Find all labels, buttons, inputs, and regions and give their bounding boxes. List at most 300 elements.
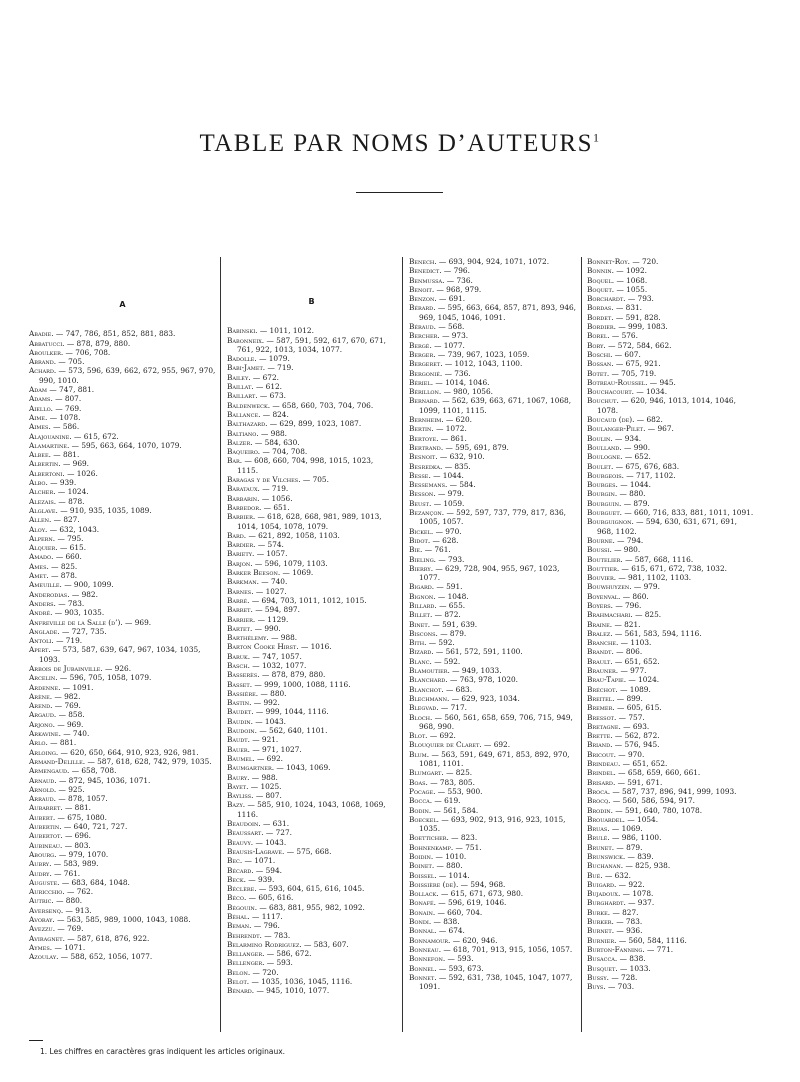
author-name: Basserès.: [227, 670, 260, 680]
author-name: Bralez.: [587, 628, 613, 638]
author-name: Boinet.: [409, 861, 435, 871]
author-name: Burghardt.: [587, 898, 626, 908]
index-entry: [227, 884, 396, 893]
index-entry: [29, 506, 216, 515]
author-name: Bonnet.: [409, 972, 437, 982]
page-references: — 658, 659, 660, 661.: [615, 768, 701, 778]
index-entry: [587, 443, 755, 452]
author-name: Bonneau.: [409, 944, 442, 954]
index-entry: [29, 673, 216, 682]
author-name: Aubarret.: [29, 803, 63, 813]
author-name: Buys.: [587, 982, 606, 992]
page-references: — 592, 597, 737, 779, 817, 836, 1005, 1057.: [419, 508, 566, 527]
index-entry: [409, 666, 577, 675]
author-name: Bertin.: [409, 424, 434, 434]
index-entry: [409, 508, 577, 527]
index-entry: [409, 954, 577, 963]
title-rule: [356, 192, 443, 193]
index-entry: [587, 508, 755, 517]
page-references: — 629, 899, 1023, 1087.: [267, 419, 362, 429]
author-name: Brandt.: [587, 647, 614, 657]
author-name: Bérard.: [409, 303, 436, 313]
index-entry: [409, 750, 577, 769]
page-title-text: TABLE PAR NOMS D’AUTEURS: [199, 130, 594, 157]
author-name: André.: [29, 608, 53, 618]
index-entry: [587, 908, 755, 917]
author-name: Aversenq.: [29, 905, 64, 915]
page-references: — 1043.: [253, 837, 287, 847]
index-entry: [227, 698, 396, 707]
page-references: — 838.: [617, 954, 646, 964]
index-entry: [587, 694, 755, 703]
page-references: — 783.: [613, 917, 643, 927]
page-references: — 794.: [614, 535, 644, 545]
page-references: — 945.: [647, 377, 676, 387]
page-references: — 651.: [261, 502, 290, 512]
index-entry: [29, 571, 216, 580]
page-references: — 736.: [442, 368, 471, 378]
author-name: Brindel.: [587, 768, 616, 778]
index-entry: [29, 859, 216, 868]
page-references: — 591, 671.: [615, 777, 663, 787]
index-entry: [587, 954, 755, 963]
author-name: Bocca.: [409, 796, 433, 806]
author-name: Aiello.: [29, 403, 54, 413]
author-name: Bar.: [227, 456, 243, 466]
index-entry: [29, 831, 216, 840]
index-entry: [587, 666, 755, 675]
author-name: Aubertot.: [29, 831, 63, 841]
page-references: — 692.: [481, 740, 511, 750]
page-references: — 573, 596, 639, 662, 672, 955, 967, 970, 990, 1010.: [39, 366, 216, 385]
page-references: — 970.: [615, 749, 645, 759]
page-references: — 999, 1000, 1088, 1116.: [252, 679, 351, 689]
page-references: — 658, 708.: [69, 766, 117, 776]
index-column-3: [409, 257, 577, 991]
page-references: — 835.: [442, 461, 471, 471]
author-name: Bonafé.: [409, 898, 436, 908]
index-entry: [227, 912, 396, 921]
index-entry: [587, 675, 755, 684]
author-name: Boquel.: [587, 275, 615, 285]
index-entry: [29, 441, 216, 450]
author-name: Badolle.: [227, 354, 257, 364]
index-entry: [587, 740, 755, 749]
page-references: — 1027.: [253, 586, 287, 596]
page-references: — 620, 650, 664, 910, 923, 926, 981.: [58, 747, 199, 757]
page-references: — 937.: [625, 898, 655, 908]
index-entry: [587, 369, 755, 378]
page-references: — 620.: [443, 415, 473, 425]
page-references: — 969.: [122, 617, 152, 627]
author-name: Babinski.: [227, 326, 258, 336]
page-references: — 861.: [438, 433, 467, 443]
page-references: — 596, 1079, 1103.: [252, 558, 328, 568]
column-rule: [581, 257, 582, 1032]
index-entry: [227, 494, 396, 503]
page-references: — 675, 1080.: [55, 812, 107, 822]
index-entry: [227, 782, 396, 791]
index-entry: [29, 432, 216, 441]
author-name: Boussi.: [587, 545, 612, 555]
author-name: Borchardt.: [587, 294, 626, 304]
index-entry: [29, 450, 216, 459]
footnote: [40, 1047, 285, 1056]
author-name: Baillat.: [227, 382, 254, 392]
page-references: — 925.: [56, 784, 85, 794]
page-references: — 999, 1044, 1116.: [253, 707, 329, 717]
author-name: Brette.: [587, 731, 613, 741]
page-references: — 747, 881.: [47, 385, 95, 395]
author-name: Boutelier.: [587, 554, 623, 564]
page-references: — 652.: [622, 452, 651, 462]
author-name: Blot.: [409, 731, 428, 741]
author-name: Aboulker.: [29, 347, 64, 357]
page-references: — 1043.: [252, 716, 286, 726]
page-references: — 988.: [268, 633, 298, 643]
author-name: Bergé.: [409, 340, 432, 350]
index-entry: [227, 354, 396, 363]
index-entry: [409, 638, 577, 647]
footnote-rule: [29, 1040, 43, 1041]
author-name: Bremer.: [587, 703, 615, 713]
page-references: — 1091.: [60, 682, 94, 692]
author-name: Barthélemy.: [227, 633, 269, 643]
page-references: — 979, 1070.: [56, 849, 109, 859]
index-entry: [29, 487, 216, 496]
page-references: — 553, 900.: [435, 786, 483, 796]
index-entry: [227, 419, 396, 428]
index-entry: [29, 599, 216, 608]
author-name: Baruk.: [227, 651, 251, 661]
page-references: — 992.: [251, 698, 280, 708]
page-references: — 587, 618, 628, 742, 979, 1035.: [85, 756, 212, 766]
index-entry: [409, 861, 577, 870]
page-references: — 1069.: [609, 824, 643, 834]
author-name: Barré.: [227, 595, 250, 605]
page-references: — 706, 708.: [63, 347, 111, 357]
page-references: — 1071.: [52, 942, 86, 952]
index-entry: [587, 787, 755, 796]
author-name: Barkman.: [227, 577, 259, 587]
page-references: — 621, 892, 1058, 1103.: [246, 530, 340, 540]
page-references: — 926.: [102, 663, 132, 673]
author-name: Abrand.: [29, 357, 57, 367]
page-references: — 693, 904, 924, 1071, 1072.: [436, 257, 550, 266]
author-name: Ames.: [29, 561, 49, 571]
author-name: Brault.: [587, 656, 613, 666]
page-references: — 587, 668, 1116.: [622, 554, 694, 564]
author-name: Alglave.: [29, 505, 58, 515]
page-references: — 693.: [620, 721, 650, 731]
index-entry: [29, 710, 216, 719]
page-references: — 783.: [261, 930, 291, 940]
author-name: Brodin.: [587, 805, 613, 815]
page-references: — 1129.: [255, 614, 289, 624]
author-name: Brahmachari.: [587, 610, 633, 620]
page-references: — 620, 946, 1013, 1014, 1046, 1078.: [597, 396, 736, 415]
page-references: — 747, 1057.: [250, 651, 302, 661]
page-references: — 739, 967, 1023, 1059.: [435, 349, 530, 359]
author-name: Bouchut.: [587, 396, 619, 406]
author-name: Bonnin.: [587, 266, 614, 276]
index-entry: [587, 601, 755, 610]
index-entry: [227, 429, 396, 438]
page-references: — 573, 587, 639, 647, 967, 1034, 1035, 1093.: [39, 645, 201, 664]
index-entry: [29, 552, 216, 561]
author-name: Bory.: [587, 340, 606, 350]
index-entry: [29, 813, 216, 822]
index-entry: [227, 921, 396, 930]
author-name: Blanchot.: [409, 684, 444, 694]
index-entry: [227, 568, 396, 577]
index-entry: [29, 348, 216, 357]
index-entry: [409, 257, 577, 266]
page-references: — 1068.: [614, 275, 648, 285]
author-name: Barbier.: [227, 512, 256, 522]
page-references: — 823.: [448, 833, 478, 843]
page-references: — 1055.: [614, 284, 648, 294]
author-name: Bassière.: [227, 688, 259, 698]
index-entry: [227, 717, 396, 726]
column-rule: [402, 257, 403, 1032]
author-name: Bussy.: [587, 972, 610, 982]
author-name: Blumgart.: [409, 768, 444, 778]
index-entry: [227, 596, 396, 605]
author-name: Arloing.: [29, 747, 59, 757]
author-name: Blouquier de Claret.: [409, 740, 482, 750]
page-references: — 655.: [436, 600, 466, 610]
author-name: Amado.: [29, 552, 54, 562]
page-references: — 761.: [422, 545, 451, 555]
page-references: — 827.: [610, 907, 639, 917]
page-references: — 910, 935, 1035, 1089.: [57, 505, 152, 515]
author-name: Anglade.: [29, 626, 60, 636]
index-entry: [587, 852, 755, 861]
author-name: Beust.: [409, 498, 432, 508]
page-references: — 572, 584, 662.: [605, 340, 672, 350]
page-references: — 683.: [443, 684, 473, 694]
index-entry: [29, 720, 216, 729]
index-column-4: [587, 257, 755, 991]
page-references: — 618, 701, 913, 915, 1056, 1057.: [441, 944, 573, 954]
author-name: Achard.: [29, 366, 57, 376]
index-entry: [587, 378, 755, 387]
index-entry: [409, 462, 577, 471]
page-references: — 595, 663, 664, 857, 871, 893, 946, 969, 1045, 1046, 1091.: [419, 303, 577, 322]
author-name: Anfreville de la Salle (d’).: [29, 617, 123, 627]
index-entry: [587, 898, 755, 907]
page-references: — 1056.: [259, 493, 293, 503]
author-name: Busacca.: [587, 954, 618, 964]
author-name: Barton Cooke Hirst.: [227, 642, 299, 652]
author-name: Bignon.: [409, 591, 436, 601]
index-entry: [409, 434, 577, 443]
page-references: — 880.: [258, 688, 287, 698]
page-references: — 878, 1057.: [56, 794, 108, 804]
page-references: — 673.: [257, 391, 286, 401]
author-name: Burnier.: [587, 935, 617, 945]
author-name: Bith.: [409, 638, 427, 648]
page-references: — 596, 705, 1058, 1079.: [57, 673, 152, 683]
page-references: — 736.: [444, 275, 473, 285]
author-name: Aubert.: [29, 812, 56, 822]
author-name: Bérillon.: [409, 387, 442, 397]
page-references: — 977.: [618, 666, 647, 676]
index-entry: [409, 908, 577, 917]
author-name: Broca.: [587, 786, 611, 796]
author-name: Bertoye.: [409, 433, 439, 443]
index-entry: [409, 322, 577, 331]
author-name: Bouchacourt.: [587, 387, 634, 397]
index-entry: [227, 447, 396, 456]
index-entry: [227, 577, 396, 586]
page-references: — 880.: [434, 861, 463, 871]
author-name: Bricout.: [587, 749, 616, 759]
footnote-text: Les chiffres en caractères gras indiquent les articles originaux.: [49, 1047, 286, 1056]
author-name: Briand.: [587, 740, 613, 750]
author-name: Basset.: [227, 679, 253, 689]
page-references: — 561, 584.: [431, 805, 479, 815]
column-rule: [220, 257, 221, 1032]
author-name: Baldenweck.: [227, 400, 271, 410]
author-name: Blanchard.: [409, 675, 448, 685]
author-name: Bonain.: [409, 907, 436, 917]
index-entry: [409, 499, 577, 508]
page-references: — 632, 910.: [437, 452, 485, 462]
author-name: Babonneix.: [227, 335, 265, 345]
index-entry: [409, 657, 577, 666]
author-name: Bonnefon.: [409, 954, 446, 964]
index-entry: [29, 497, 216, 506]
author-name: Borel.: [587, 331, 610, 341]
index-entry: [227, 949, 396, 958]
page-references: — 1014, 1046.: [433, 377, 490, 387]
index-entry: [409, 545, 577, 554]
index-entry: [29, 943, 216, 952]
author-name: Benzon.: [409, 294, 437, 304]
index-entry: [587, 796, 755, 805]
page-references: — 990.: [252, 623, 281, 633]
author-name: Blegvad.: [409, 703, 439, 713]
page-references: — 769.: [55, 924, 84, 934]
author-name: Autric.: [29, 896, 54, 906]
page-references: — 990.: [621, 442, 651, 452]
author-name: Boyenval.: [587, 591, 621, 601]
index-entry: [227, 642, 396, 651]
index-entry: [227, 670, 396, 679]
page-references: — 939.: [47, 478, 77, 488]
author-name: Balzer.: [227, 437, 253, 447]
index-entry: [587, 722, 755, 731]
page-references: — 612.: [253, 382, 283, 392]
author-name: Brulé.: [587, 833, 610, 843]
page-references: — 751.: [453, 842, 482, 852]
author-name: Béhal.: [227, 912, 250, 921]
author-name: Branche.: [587, 638, 619, 648]
author-name: Anderodias.: [29, 589, 70, 599]
author-name: Boucaud (de).: [587, 415, 635, 425]
page-references: — 878.: [56, 496, 85, 506]
page-references: — 771.: [644, 944, 674, 954]
author-name: Bressot.: [587, 712, 617, 722]
index-entry: [587, 833, 755, 842]
page-references: — 560, 561, 658, 659, 706, 715, 949, 968, 990.: [419, 712, 573, 731]
page-references: — 872, 945, 1036, 1071.: [56, 775, 151, 785]
index-entry: [227, 958, 396, 967]
index-entry: [587, 480, 755, 489]
page-references: — 973.: [439, 331, 469, 341]
page-references: — 806.: [613, 647, 643, 657]
page-references: — 1025.: [248, 781, 282, 791]
index-entry: [409, 415, 577, 424]
page-references: — 1012, 1043, 1100.: [442, 359, 523, 369]
page-references: — 1079.: [256, 354, 290, 364]
index-entry: [587, 945, 755, 954]
page-references: — 1092.: [613, 266, 647, 276]
author-name: Bie.: [409, 545, 423, 555]
author-name: Apert.: [29, 645, 51, 655]
page-references: — 562, 872.: [612, 731, 660, 741]
author-name: Arcelin.: [29, 673, 58, 683]
author-name: Bellenger.: [227, 958, 265, 968]
index-entry: [409, 266, 577, 275]
page-references: — 807.: [253, 791, 282, 801]
page-references: — 605, 616.: [246, 893, 294, 903]
author-name: Brunswick.: [587, 852, 626, 861]
index-entry: [587, 359, 755, 368]
page-references: — 593.: [445, 954, 474, 964]
index-entry: [587, 685, 755, 694]
author-name: Baudin.: [227, 716, 253, 726]
index-entry: [587, 331, 755, 340]
page-references: — 585, 910, 1024, 1043, 1068, 1069, 1116.: [237, 800, 386, 819]
index-entry: [587, 610, 755, 619]
author-name: Bellanger.: [227, 949, 265, 959]
author-name: Behrendt.: [227, 930, 262, 940]
author-name: Adam: [29, 385, 48, 395]
page-references: — 988.: [249, 772, 278, 782]
author-name: Baudet.: [227, 707, 254, 717]
page-references: — 1103.: [618, 638, 652, 648]
index-entry: [587, 313, 755, 322]
page-references: — 608, 660, 704, 998, 1015, 1023, 1115.: [237, 456, 374, 475]
index-entry: [29, 404, 216, 413]
index-entry: [587, 824, 755, 833]
index-entry: [227, 745, 396, 754]
author-name: Ardenne.: [29, 682, 61, 692]
index-entry: [227, 363, 396, 372]
index-entry: [409, 685, 577, 694]
index-entry: [29, 534, 216, 543]
index-entry: [227, 754, 396, 763]
index-entry: [409, 713, 577, 732]
index-entry: [409, 527, 577, 536]
author-name: Braine.: [587, 619, 613, 629]
author-name: Burton-Fanning.: [587, 944, 645, 954]
author-name: Allen.: [29, 515, 52, 525]
page-references: — 1059.: [431, 498, 465, 508]
page-references: — 562, 639, 663, 671, 1067, 1068, 1099, 1101, 1115.: [419, 396, 572, 415]
index-entry: [587, 861, 755, 870]
index-entry: [29, 729, 216, 738]
index-entry: [409, 489, 577, 498]
page-references: — 761.: [51, 868, 81, 878]
page-references: — 969.: [60, 459, 90, 469]
author-name: Binet.: [409, 619, 431, 629]
author-name: Blamoutier.: [409, 666, 450, 676]
page-references: — 1033.: [617, 963, 651, 973]
